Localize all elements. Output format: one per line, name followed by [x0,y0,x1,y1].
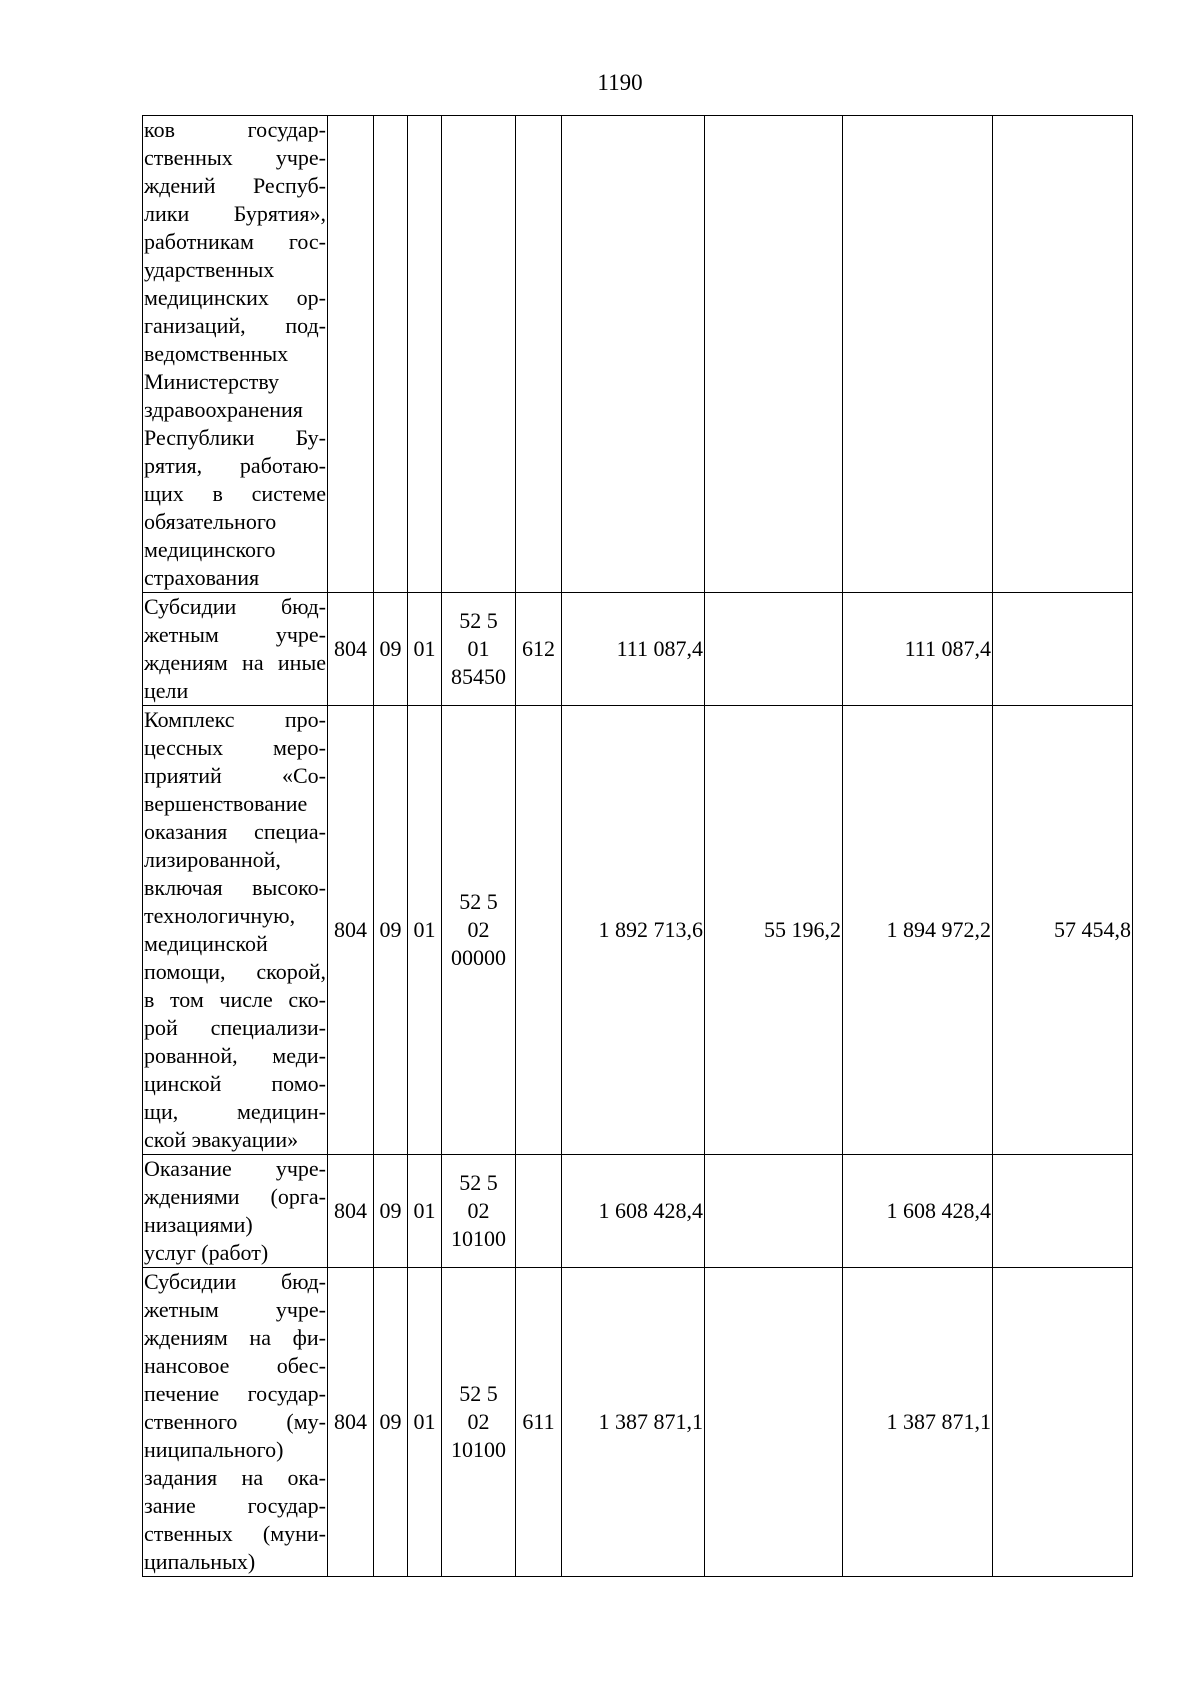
table-row [143,706,1133,1155]
target-article-part: 52 5 [459,608,498,633]
row-description [143,1155,328,1268]
amount-4 [993,1268,1133,1577]
row-description [143,593,328,706]
target-article-part: 52 5 [459,1381,498,1406]
description-line: ской эвакуации» [144,1127,299,1152]
description-line: ниципального) [144,1437,284,1462]
target-article-part: 10100 [451,1226,506,1251]
description-line: Комплекс про- [144,707,326,732]
description-line: ждениям на иные [144,650,326,675]
description-line: ждениям на фи- [144,1325,326,1350]
description-line: Республики Бу- [144,425,326,450]
ved-code [328,116,374,593]
description-line: ственных учре- [144,145,326,170]
description-line: вершенствование [144,791,308,816]
description-line: низациями) [144,1212,253,1237]
description-line: страхования [144,565,260,590]
section-code: 09 [374,1155,408,1268]
target-article-part: 10100 [451,1437,506,1462]
description-line: медицинских ор- [144,285,326,310]
target-article-code [442,593,516,706]
target-article-code [442,116,516,593]
target-article-code [442,706,516,1155]
amount-1 [562,116,705,593]
table-row [143,593,1133,706]
description-line: ганизаций, под- [144,313,326,338]
table-row [143,1155,1133,1268]
amount-1: 111 087,4 [562,593,705,706]
amount-4 [993,116,1133,593]
target-article-part: 00000 [451,945,506,970]
description-line: ударственных [144,257,275,282]
description-line: жетным учре- [144,1297,326,1322]
table-row [143,1268,1133,1577]
target-article-part: 02 [467,1198,490,1223]
amount-3: 1 387 871,1 [843,1268,993,1577]
target-article-part: 02 [467,917,490,942]
description-line: медицинского [144,537,276,562]
amount-4: 57 454,8 [993,706,1133,1155]
description-line: нансовое обес- [144,1353,326,1378]
section-code: 09 [374,706,408,1155]
description-line: щи, медицин- [144,1099,326,1124]
description-line: ков государ- [144,117,326,142]
amount-2 [705,1268,843,1577]
description-line: щих в системе [144,481,326,506]
expense-type-code [516,1155,562,1268]
target-article-part: 01 [467,636,490,661]
subsection-code: 01 [408,706,442,1155]
description-line: жетным учре- [144,622,326,647]
target-article-code [442,1268,516,1577]
description-line: медицинской [144,931,268,956]
expense-type-code: 612 [516,593,562,706]
ved-code: 804 [328,1268,374,1577]
description-line: цели [144,678,189,703]
description-line: ждениями (орга- [144,1184,326,1209]
description-line: помощи, скорой, [144,959,326,984]
table-row [143,116,1133,593]
description-line: рованной, меди- [144,1043,326,1068]
description-line: ственных (муни- [144,1521,326,1546]
description-line: ждений Респуб- [144,173,326,198]
amount-2 [705,116,843,593]
description-line: ведомственных [144,341,289,366]
row-description [143,706,328,1155]
row-description [143,116,328,593]
description-line: здравоохранения [144,397,303,422]
section-code [374,116,408,593]
expense-type-code [516,706,562,1155]
row-description [143,1268,328,1577]
ved-code: 804 [328,706,374,1155]
target-article-part: 85450 [451,664,506,689]
description-line: печение государ- [144,1381,326,1406]
description-line: задания на ока- [144,1465,326,1490]
subsection-code: 01 [408,593,442,706]
amount-3: 111 087,4 [843,593,993,706]
section-code: 09 [374,593,408,706]
description-line: услуг (работ) [144,1240,269,1265]
subsection-code: 01 [408,1268,442,1577]
description-line: рой специализи- [144,1015,326,1040]
amount-3: 1 894 972,2 [843,706,993,1155]
description-line: зание государ- [144,1493,326,1518]
description-line: ципальных) [144,1549,256,1574]
table-body [143,116,1133,1577]
target-article-code [442,1155,516,1268]
amount-3: 1 608 428,4 [843,1155,993,1268]
expense-type-code [516,116,562,593]
amount-1: 1 387 871,1 [562,1268,705,1577]
amount-3 [843,116,993,593]
amount-4 [993,593,1133,706]
description-line: оказания специа- [144,819,326,844]
description-line: цессных меро- [144,735,326,760]
description-line: работникам гос- [144,229,326,254]
description-line: Субсидии бюд- [144,1269,326,1294]
section-code: 09 [374,1268,408,1577]
description-line: включая высоко- [144,875,326,900]
description-line: обязательного [144,509,277,534]
description-line: технологичную, [144,903,296,928]
description-line: Субсидии бюд- [144,594,326,619]
ved-code: 804 [328,1155,374,1268]
page-number: 1190 [597,70,643,95]
amount-2: 55 196,2 [705,706,843,1155]
budget-table [142,115,1133,1577]
amount-1: 1 892 713,6 [562,706,705,1155]
amount-1: 1 608 428,4 [562,1155,705,1268]
description-line: Оказание учре- [144,1156,326,1181]
target-article-part: 52 5 [459,889,498,914]
amount-2 [705,593,843,706]
target-article-part: 02 [467,1409,490,1434]
description-line: цинской помо- [144,1071,326,1096]
ved-code: 804 [328,593,374,706]
subsection-code [408,116,442,593]
description-line: приятий «Со- [144,763,326,788]
amount-2 [705,1155,843,1268]
description-line: лики Бурятия», [144,201,326,226]
subsection-code: 01 [408,1155,442,1268]
amount-4 [993,1155,1133,1268]
description-line: лизированной, [144,847,281,872]
description-line: Министерству [144,369,280,394]
description-line: рятия, работаю- [144,453,326,478]
expense-type-code: 611 [516,1268,562,1577]
description-line: ственного (му- [144,1409,326,1434]
description-line: в том числе ско- [144,987,326,1012]
target-article-part: 52 5 [459,1170,498,1195]
